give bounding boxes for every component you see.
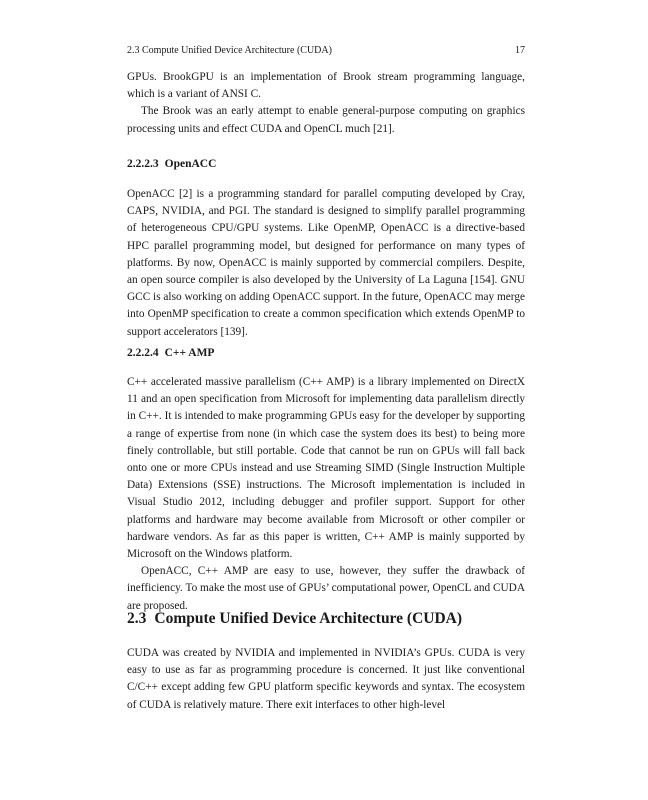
running-header bbox=[127, 45, 525, 57]
subsection-number: 2.2.2.3 bbox=[127, 158, 159, 170]
subsection-number: 2.2.2.4 bbox=[127, 347, 159, 359]
page-number: 17 bbox=[515, 45, 525, 56]
paragraph: The Brook was an early attempt to enable general-purpose computing on graphics processing units and effect CUDA and OpenCL much [21]. bbox=[127, 105, 525, 135]
cpp-amp-text-block bbox=[127, 374, 525, 615]
paragraph: CUDA was created by NVIDIA and implemented in NVIDIA’s GPUs. CUDA is very easy to use as far as programming procedure is concerned. It just like conventional C/C++ except adding few GPU platform specific keywords and syntax. The ecosystem of CUDA is relatively mature. There exit interfaces to other high-level bbox=[127, 647, 525, 711]
paragraph: C++ accelerated massive parallelism (C++ AMP) is a library implemented on DirectX 11 and an open specification from Microsoft for implementing data parallelism directly in C++. It is intended to make programming GPUs easy for the developer by supporting a range of expertise from none (in which case the system does its best) to being more finely controllable, but still portable. Code that cannot be run on GPUs will fall back onto one or more CPUs instead and use Streaming SIMD (Single Instruction Multiple Data) Extensions (SSE) instructions. The Microsoft implementation is included in Visual Studio 2012, including debugger and profiler support. Support for other platforms and hardware may become available from Microsoft or other compiler or hardware vendors. As far as this paper is written, C++ AMP is mainly supported by Microsoft on the Windows platform. bbox=[127, 376, 525, 561]
section-number: 2.3 bbox=[127, 610, 147, 627]
paragraph: GPUs. BrookGPU is an implementation of Brook stream programming language, which is a variant of ANSI C. bbox=[127, 71, 525, 101]
paragraph: OpenACC, C++ AMP are easy to use, however, they suffer the drawback of inefficiency. To make the most use of GPUs’ computational power, OpenCL and CUDA are proposed. bbox=[127, 565, 525, 612]
openacc-text-block bbox=[127, 186, 525, 341]
intro-text-block bbox=[127, 69, 525, 138]
subsection-title: OpenACC bbox=[164, 158, 217, 170]
cuda-text-block bbox=[127, 645, 525, 714]
subsection-title: C++ AMP bbox=[164, 347, 215, 359]
section-title: Compute Unified Device Architecture (CUDA) bbox=[154, 610, 463, 627]
section-heading-cuda bbox=[127, 610, 462, 628]
paragraph: OpenACC [2] is a programming standard for parallel computing developed by Cray, CAPS, NVIDIA, and PGI. The standard is designed to simplify parallel programming of heterogeneous CPU/GPU systems. Like OpenMP, OpenACC is a directive-based HPC parallel programming model, but designed for performance on many types of platforms. By now, OpenACC is mainly supported by commercial compilers. Despite, an open source compiler is also developed by the University of La Laguna [154]. GNU GCC is also working on adding OpenACC support. In the future, OpenACC may merge into OpenMP specification to create a common specification which extends OpenMP to support accelerators [139]. bbox=[127, 188, 525, 338]
subsection-heading-openacc bbox=[127, 157, 216, 171]
running-title: 2.3 Compute Unified Device Architecture (CUDA) bbox=[127, 45, 332, 56]
subsection-heading-cpp-amp bbox=[127, 346, 214, 360]
